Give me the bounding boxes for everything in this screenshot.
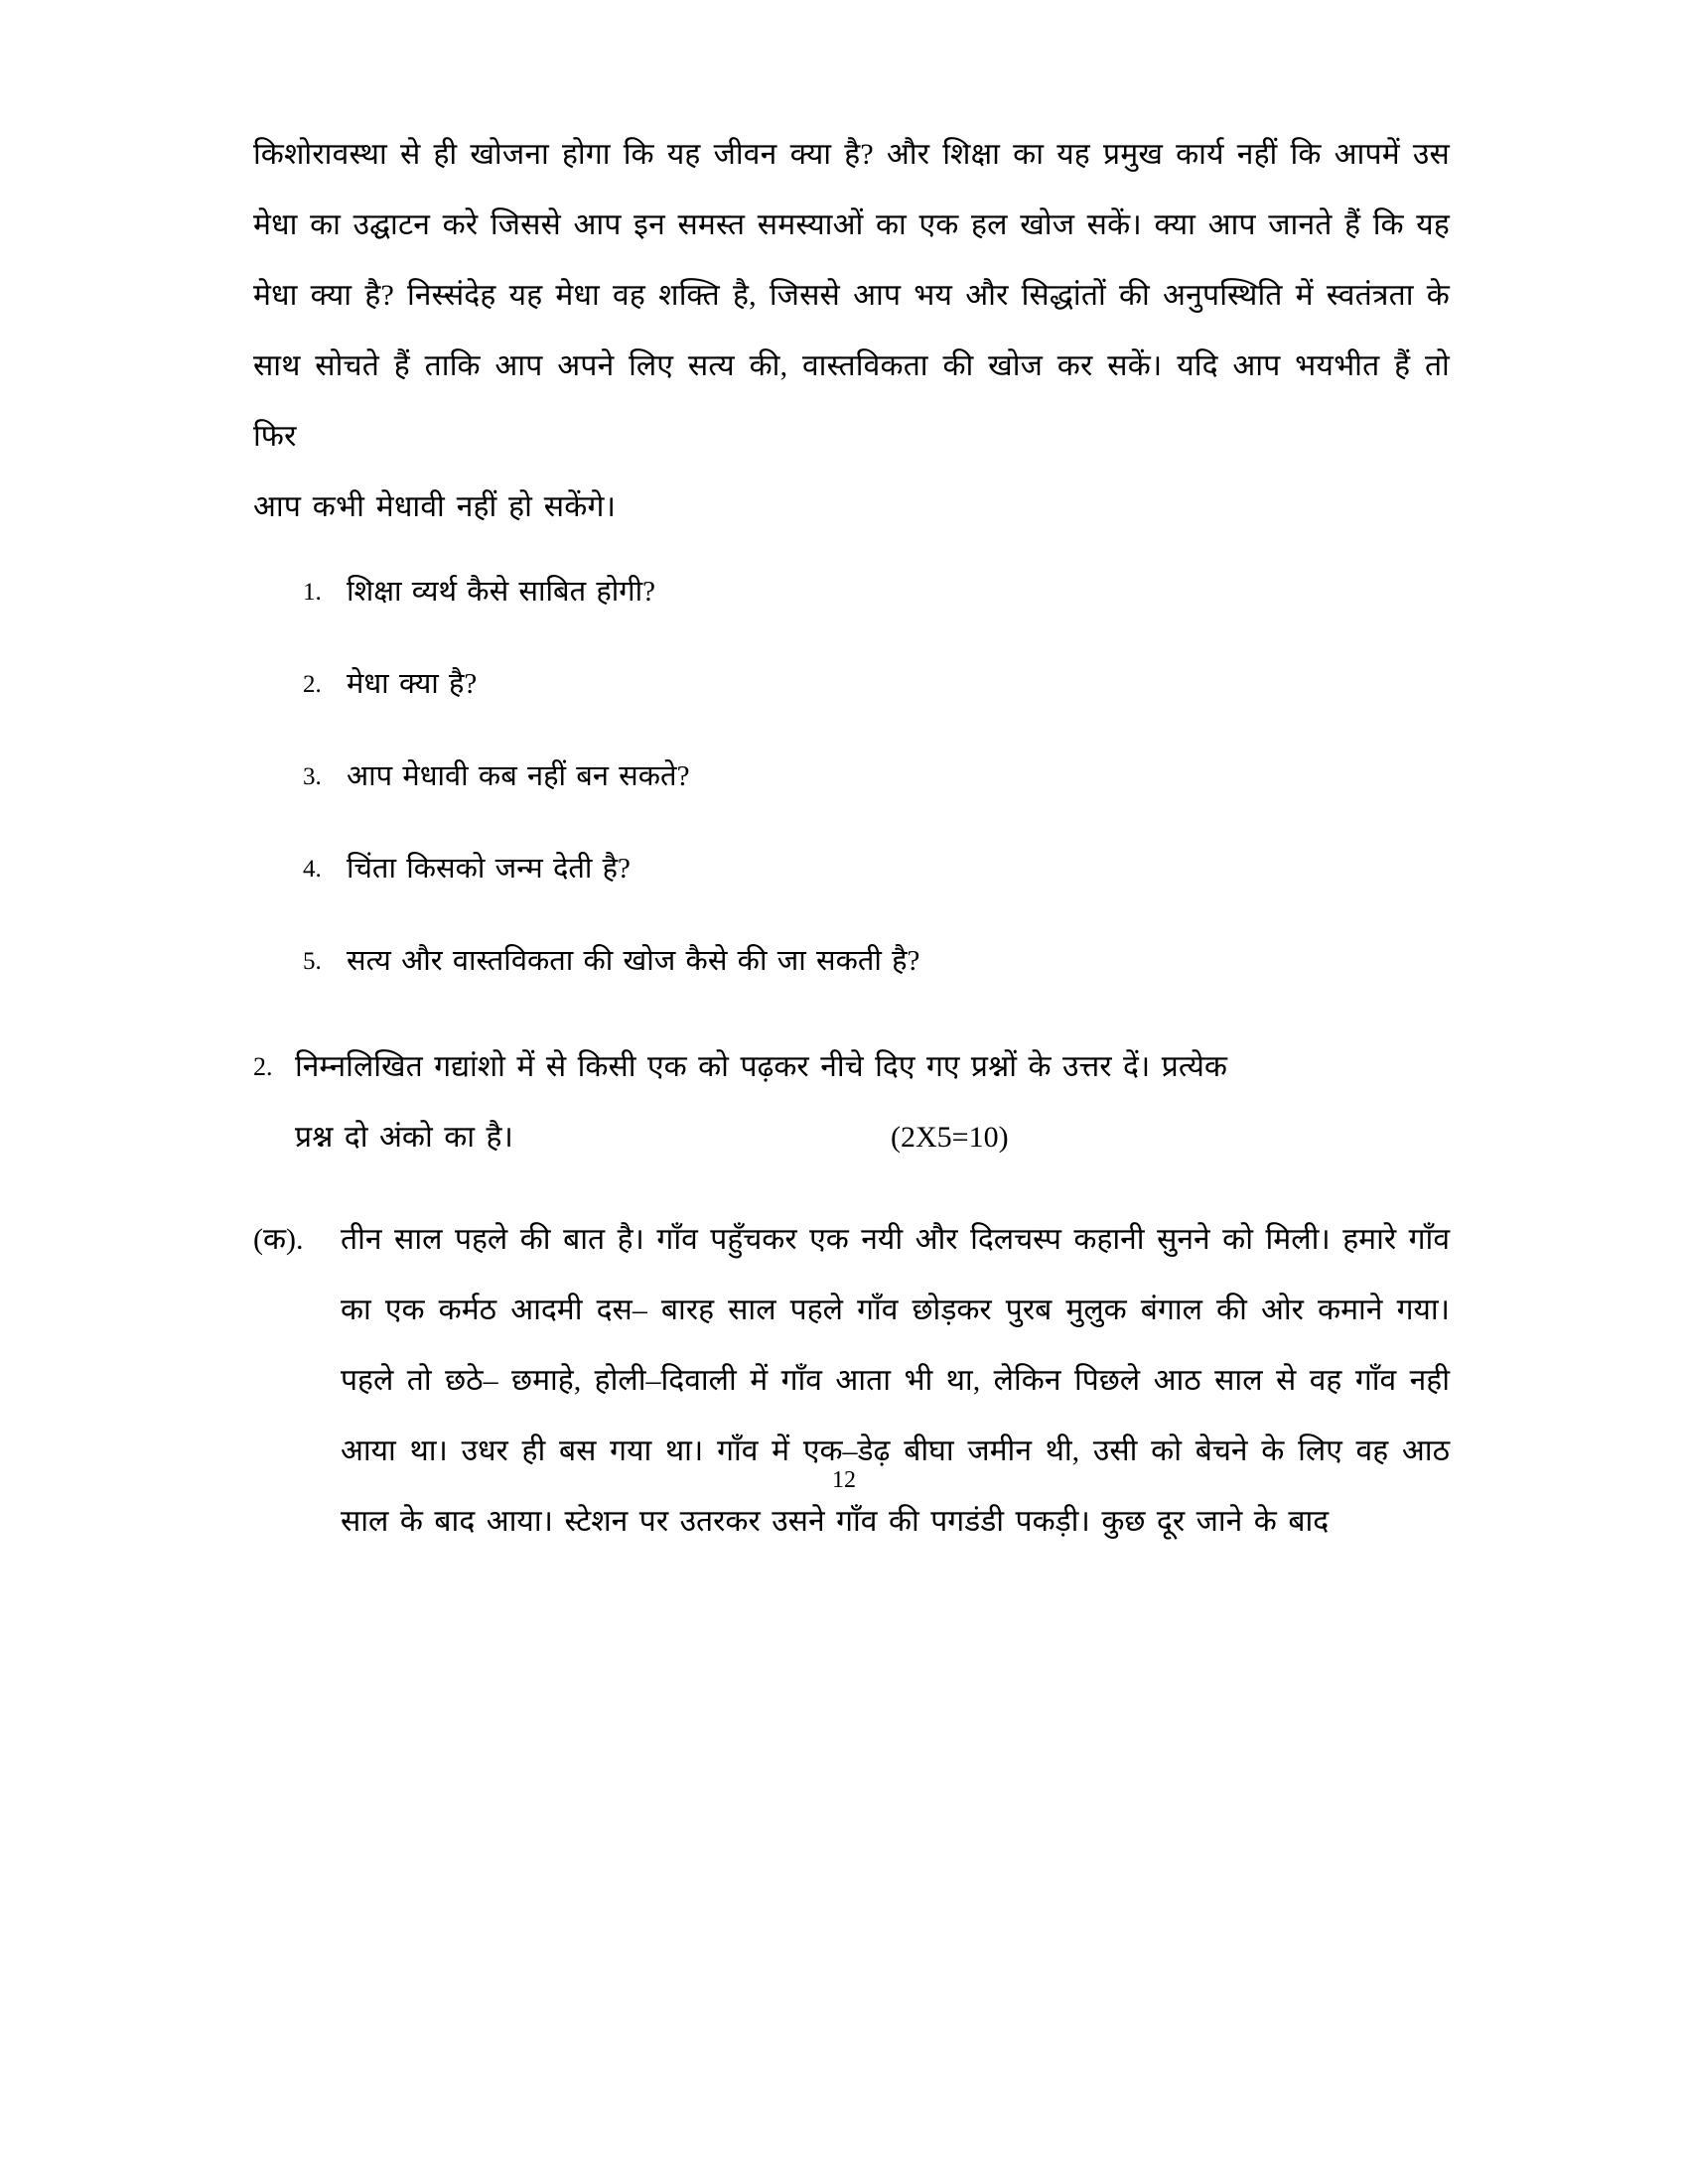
passage-ka-line-4: भी था, लेकिन पिछले आठ साल से वह गाँव नही आया था। उधर ही बस गया था। — [341, 1364, 1450, 1467]
sub-question-text: सत्य और वास्तविकता की खोज कैसे की जा सकती है? — [347, 945, 920, 977]
passage-ka-line-2: मिली। हमारे गाँव का एक कर्मठ आदमी दस– बारह साल पहले गाँव छोड़कर पुरब — [341, 1223, 1451, 1326]
passage-line-1: किशोरावस्था से ही खोजना होगा कि यह जीवन क्या है? और शिक्षा का यह प्रमुख कार्य — [253, 138, 1224, 171]
question-two-number: 2. — [253, 1052, 273, 1081]
reading-passage-paragraph — [253, 119, 1450, 542]
passage-line-5: आप अपने लिए सत्य की, वास्तविकता की खोज कर सकें। यदि आप भयभीत हैं तो फिर — [253, 349, 1451, 453]
passage-line-6: आप कभी मेधावी नहीं हो सकेंगे। — [253, 490, 617, 523]
sub-question-text: शिक्षा व्यर्थ कैसे साबित होगी? — [347, 576, 656, 608]
passage-line-2: नहीं कि आपमें उस मेधा का उद्घाटन करे जिससे आप इन समस्त समस्याओं का एक — [253, 138, 1450, 241]
passage-line-3: हल खोज सकें। क्या आप जानते हैं कि यह मेधा क्या है? निस्संदेह यह मेधा वह शक्ति — [253, 208, 1450, 312]
question-two-line-2: प्रश्न दो अंको का है। — [295, 1121, 513, 1154]
passage-ka-line-3: मुलुक बंगाल की ओर कमाने गया। पहले तो छठे– छमाहे, होली–दिवाली में गाँव आता — [341, 1294, 1450, 1397]
marks-allocation: (2X5=10) — [891, 1121, 1009, 1154]
passage-ka-label: (क). — [253, 1223, 304, 1256]
sub-question-number: 1. — [303, 579, 322, 606]
passage-ka-block — [253, 1204, 1450, 1557]
sub-question-number: 2. — [303, 671, 322, 698]
sub-question-text: चिंता किसको जन्म देती है? — [347, 853, 631, 885]
list-item — [253, 754, 1450, 800]
passage-ka-line-5: गाँव में एक–डेढ़ बीघा जमीन थी, उसी को बेचने के लिए वह आठ साल के बाद — [341, 1434, 1451, 1538]
sub-question-list — [253, 570, 1450, 985]
question-two-block — [253, 1031, 1450, 1172]
question-two-body — [295, 1031, 1450, 1172]
sub-question-number: 3. — [303, 763, 322, 790]
question-two-line-2-row — [295, 1102, 1450, 1172]
sub-question-text: आप मेधावी कब नहीं बन सकते? — [347, 760, 690, 792]
list-item — [253, 570, 1450, 615]
passage-ka-line-1: तीन साल पहले की बात है। गाँव पहुँचकर एक नयी और दिलचस्प कहानी सुनने को — [341, 1223, 1253, 1256]
passage-ka-line-6: आया। स्टेशन पर उतरकर उसने गाँव की पगडंडी पकड़ी। कुछ दूर जाने के बाद — [486, 1505, 1330, 1538]
question-two-line-1: निम्नलिखित गद्यांशो में से किसी एक को पढ़कर नीचे दिए गए प्रश्नों के उत्तर दें। प्रत्येक — [295, 1050, 1227, 1083]
passage-ka-body — [341, 1204, 1450, 1557]
page-number: 12 — [832, 1467, 856, 1493]
passage-line-4: है, जिससे आप भय और सिद्धांतों की अनुपस्थिति में स्वतंत्रता के साथ सोचते हैं ताकि — [253, 279, 1451, 382]
page-content — [253, 119, 1450, 1557]
sub-question-number: 5. — [303, 948, 322, 975]
sub-question-number: 4. — [303, 856, 322, 883]
list-item — [253, 847, 1450, 892]
list-item — [253, 939, 1450, 985]
sub-question-text: मेधा क्या है? — [347, 668, 478, 700]
list-item — [253, 662, 1450, 708]
